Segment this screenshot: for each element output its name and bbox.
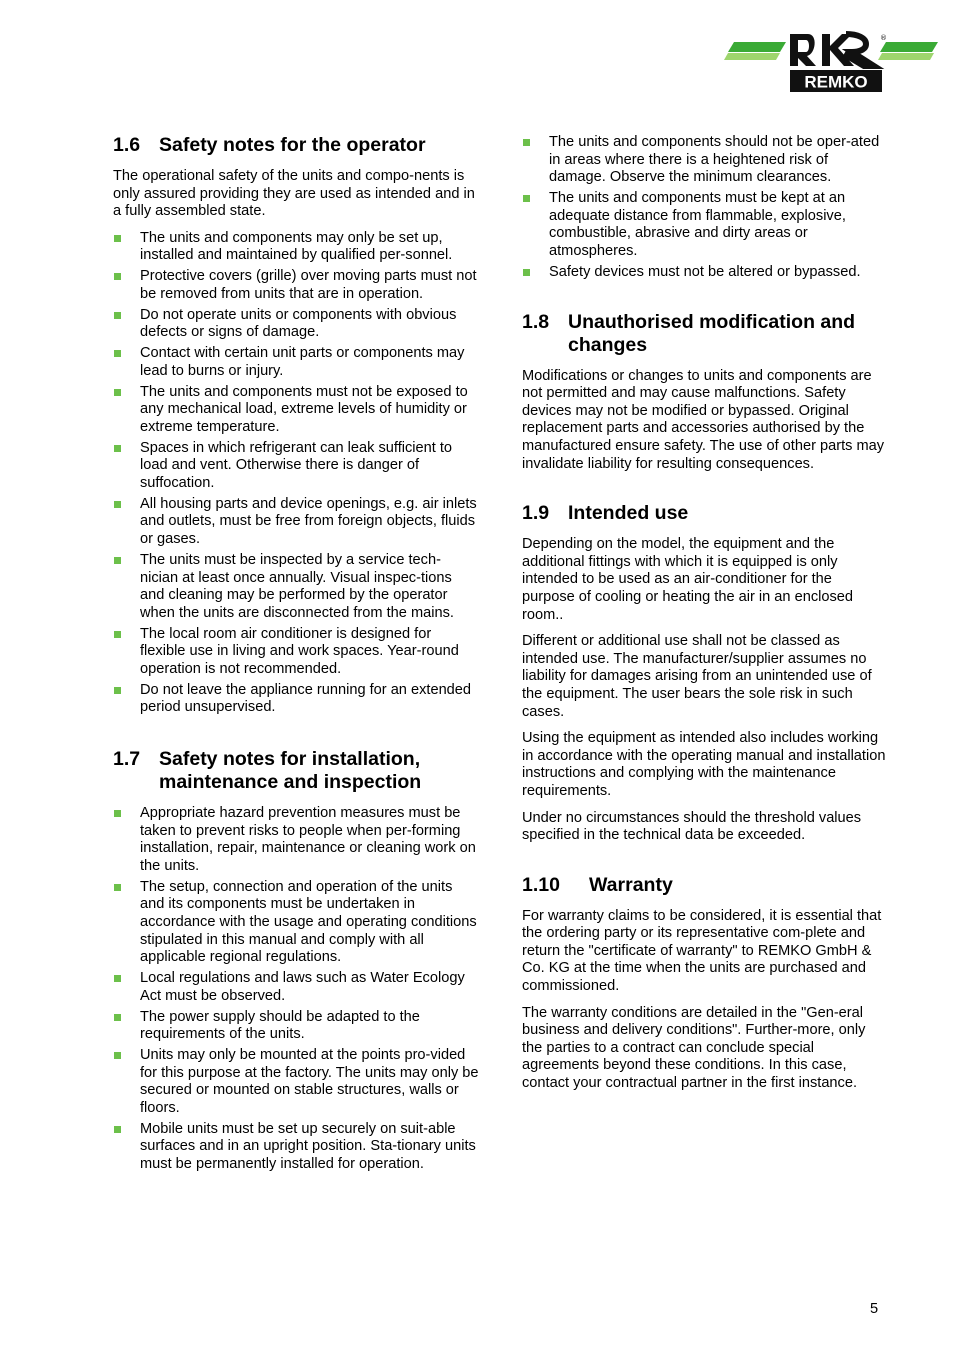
section-title: Unauthorised modification and changes: [568, 310, 856, 356]
list-item: The units and components must not be exposed to any mechanical load, extreme levels of humidity or extreme temperature.: [113, 384, 479, 437]
svg-text:®: ®: [880, 34, 887, 42]
section-title: Safety notes for the operator: [159, 134, 426, 156]
bullet-square-icon: [114, 1126, 121, 1133]
list-item: The units must be inspected by a service tech-nician at least once annually. Visual inspec-tions and cleaning may be performed by the operator when the units are disconnected from the mains.: [113, 552, 479, 622]
bullet-square-icon: [114, 687, 121, 694]
section-number: 1.6: [113, 134, 141, 156]
list-item: The power supply should be adapted to the requirements of the units.: [113, 1009, 479, 1044]
bullet-square-icon: [523, 139, 530, 146]
section-1-10-para: For warranty claims to be considered, it is essential that the ordering party or its representative com-plete and return the "certificate of warranty" to REMKO GmbH & Co. KG at the time when the units are purchased and commissioned.: [522, 907, 882, 995]
list-item: Mobile units must be set up securely on suit-able surfaces and in an upright position. Sta-tionary units must be permanently installed for operation.: [113, 1121, 479, 1174]
bullet-square-icon: [114, 445, 121, 452]
section-1-6-list: [113, 230, 479, 717]
section-1-8-heading: [522, 311, 888, 357]
continued-list: [522, 134, 888, 281]
bullet-square-icon: [114, 1052, 121, 1059]
section-title: Warranty: [589, 873, 673, 896]
list-item: Appropriate hazard prevention measures must be taken to prevent risks to people when per-forming installation, repair, maintenance or cleaning work on the units.: [113, 805, 479, 875]
section-1-6-heading: [113, 134, 479, 157]
list-item: The local room air conditioner is designed for flexible use in living and work spaces. Year-round operation is not recommended.: [113, 626, 479, 679]
section-title: Safety notes for installation, maintenance and inspection: [159, 748, 422, 794]
section-1-7-heading: [113, 748, 479, 794]
section-1-9-para: Depending on the model, the equipment and the additional fittings with which it is equipped is only intended to be used as an air-conditioner for the purpose of cooling or heating the air in an enclosed room..: [522, 536, 854, 623]
list-item: Spaces in which refrigerant can leak sufficient to load and vent. Otherwise there is danger of suffocation.: [113, 440, 479, 493]
list-item: Local regulations and laws such as Water Ecology Act must be observed.: [113, 970, 479, 1005]
bullet-square-icon: [523, 269, 530, 276]
section-1-9-para: Using the equipment as intended also includes working in accordance with the operating manual and installation instructions and complying with the maintenance requirements.: [522, 730, 886, 799]
list-item: Safety devices must not be altered or bypassed.: [522, 264, 888, 282]
remko-logo: [724, 30, 938, 94]
section-1-7-list: [113, 805, 479, 1173]
bullet-square-icon: [114, 975, 121, 982]
section-1-9-heading: [522, 502, 888, 525]
list-item: Do not operate units or components with obvious defects or signs of damage.: [113, 307, 479, 342]
section-1-6-intro: The operational safety of the units and compo-nents is only assured providing they are used as intended and in a fully assembled state.: [113, 168, 475, 220]
section-number: 1.10: [522, 873, 560, 896]
right-column: [522, 134, 888, 1102]
list-item: Contact with certain unit parts or components may lead to burns or injury.: [113, 345, 479, 380]
list-item: Do not leave the appliance running for an extended period unsupervised.: [113, 682, 479, 717]
bullet-square-icon: [114, 884, 121, 891]
bullet-square-icon: [114, 312, 121, 319]
bullet-square-icon: [114, 631, 121, 638]
section-number: 1.8: [522, 310, 550, 333]
list-item: All housing parts and device openings, e.g. air inlets and outlets, must be free from foreign objects, fluids or gases.: [113, 496, 479, 549]
list-item: Protective covers (grille) over moving parts must not be removed from units that are in operation.: [113, 268, 479, 303]
logo-wordmark: REMKO: [804, 72, 868, 92]
section-number: 1.9: [522, 502, 550, 525]
bullet-square-icon: [114, 273, 121, 280]
section-1-10-para: The warranty conditions are detailed in the "Gen-eral business and delivery conditions". Further-more, only the parties to a contract can conclude special agreements beyond these conditions. In this case, contact your contractual partner in the first instance.: [522, 1004, 866, 1092]
section-1-9-para: Different or additional use shall not be classed as intended use. The manufacturer/supplier assumes no liability for damages arising from an unintended use of the equipment. The user bears the sole risk in such cases.: [522, 633, 872, 720]
section-number: 1.7: [113, 748, 141, 771]
bullet-square-icon: [114, 557, 121, 564]
bullet-square-icon: [114, 235, 121, 242]
list-item: The units and components should not be oper-ated in areas where there is a heightened risk of damage. Observe the minimum clearances.: [522, 134, 888, 187]
list-item: The units and components must be kept at an adequate distance from flammable, explosive, combustible, abrasive and dirty areas or atmospheres.: [522, 190, 888, 260]
list-item: The setup, connection and operation of the units and its components must be undertaken in accordance with the usage and operating conditions stipulated in this manual and comply with all applicable regional regulations.: [113, 879, 479, 967]
section-1-10-heading: [522, 874, 888, 897]
bullet-square-icon: [114, 810, 121, 817]
section-1-9-para: Under no circumstances should the threshold values specified in the technical data be exceeded.: [522, 809, 862, 844]
bullet-square-icon: [114, 350, 121, 357]
list-item: The units and components may only be set up, installed and maintained by qualified per-sonnel.: [113, 230, 479, 265]
page-number: 5: [870, 1301, 879, 1317]
list-item: Units may only be mounted at the points pro-vided for this purpose at the factory. The units may only be secured or mounted on stable structures, walls or floors.: [113, 1047, 479, 1117]
bullet-square-icon: [114, 1014, 121, 1021]
bullet-square-icon: [114, 389, 121, 396]
left-column: [113, 134, 479, 1177]
section-title: Intended use: [568, 502, 689, 525]
bullet-square-icon: [114, 501, 121, 508]
section-1-8-body: Modifications or changes to units and components are not permitted and may cause malfunctions. Safety devices may not be modified or bypassed. Original replacement parts and accessories authorised by the manufactured ensure safety. The use of other parts may invalidate liability for resulting consequences.: [522, 367, 885, 472]
bullet-square-icon: [523, 195, 530, 202]
